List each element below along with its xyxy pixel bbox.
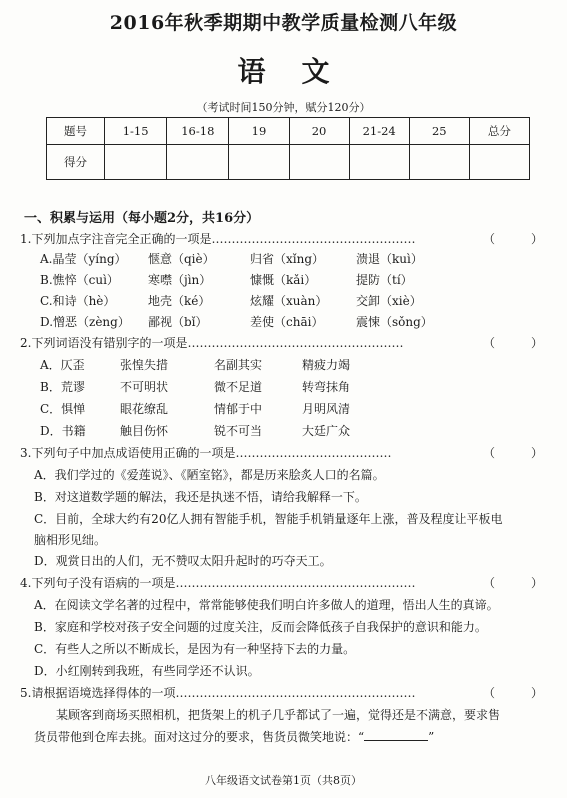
answer-blank[interactable]	[364, 730, 428, 741]
score-header-cell: 16-18	[167, 118, 229, 145]
score-table	[46, 117, 530, 180]
option-item: 锐不可当	[214, 424, 263, 438]
option-item: D.憎恶（zèng）	[40, 315, 130, 329]
q5-paragraph-line-2	[34, 728, 434, 745]
option-item: 寒噤（jìn）	[148, 273, 212, 287]
option-item: 名副其实	[214, 358, 263, 372]
option-item: A．仄歪	[40, 358, 85, 372]
q5-paragraph-end: ”	[428, 730, 435, 744]
q4-option-c: C．有些人之所以不断成长，是因为有一种坚持下去的力量。	[34, 642, 356, 656]
option-item: 溃退（kuì）	[356, 252, 423, 266]
score-header-cell: 1-15	[105, 118, 167, 145]
q5-paragraph-text: 货员带他到仓库去挑。面对这过分的要求，售货员微笑地说：“	[34, 730, 365, 744]
q4-option-a: A．在阅读文学名著的过程中，常常能够使我们明白许多做人的道理，悟出人生的真谛。	[34, 598, 499, 612]
option-item: B.憔悴（cuì）	[40, 273, 119, 287]
exam-title: 2016年秋季期期中教学质量检测八年级	[109, 12, 458, 34]
question-1-stem: 1.下列加点字注音完全正确的一项是……………………………………………	[20, 232, 416, 246]
option-item: 月明风清	[302, 402, 351, 416]
score-header-cell: 19	[229, 118, 289, 145]
question-3-stem: 3.下列句子中加点成语使用正确的一项是…………………………………	[20, 446, 392, 460]
q3-option-d: D．观赏日出的人们，无不赞叹太阳升起时的巧夺天工。	[34, 554, 332, 568]
exam-info: （考试时间150分钟，赋分120分）	[196, 101, 371, 114]
q3-option-a: A．我们学过的《爱莲说》、《陋室铭》，都是历来脍炙人口的名篇。	[34, 468, 385, 482]
q3-option-c: C．目前，全球大约有20亿人拥有智能手机，智能手机销量逐年上涨，普及程度让平板电	[34, 512, 503, 526]
subject-title: 语文	[237, 55, 366, 88]
option-item: 震悚（sǒng）	[356, 315, 433, 329]
score-cell[interactable]	[469, 145, 529, 180]
option-item: 差使（chāi）	[250, 315, 324, 329]
option-item: 惬意（qiè）	[148, 252, 215, 266]
question-5-stem: 5.请根据语境选择得体的一项……………………………………………………	[20, 686, 416, 700]
q3-option-c-cont: 脑相形见绌。	[34, 533, 107, 547]
option-item: 慷慨（kǎi）	[250, 273, 317, 287]
option-item: 情郁于中	[214, 402, 263, 416]
q3-option-b: B．对这道数学题的解法，我还是执迷不悟，请给我解释一下。	[34, 490, 367, 504]
answer-paren[interactable]: （ ）	[482, 576, 543, 590]
q4-option-b: B．家庭和学校对孩子安全问题的过度关注，反而会降低孩子自我保护的意识和能力。	[34, 620, 487, 634]
option-item: 触目伤怀	[120, 424, 169, 438]
option-item: 眼花缭乱	[120, 402, 169, 416]
score-header-cell: 题号	[47, 118, 105, 145]
question-4-stem: 4.下列句子没有语病的一项是……………………………………………………	[20, 576, 416, 590]
option-item: 鄙视（bǐ）	[148, 315, 208, 329]
score-cell[interactable]	[229, 145, 289, 180]
option-item: 炫耀（xuàn）	[250, 294, 328, 308]
option-item: 不可明状	[120, 380, 169, 394]
option-item: 微不足道	[214, 380, 263, 394]
score-header-cell: 21-24	[349, 118, 409, 145]
option-item: B．荒谬	[40, 380, 85, 394]
q5-paragraph-line-1: 某顾客到商场买照相机，把货架上的机子几乎都试了一遍，觉得还是不满意，要求售	[56, 708, 501, 722]
option-item: 转弯抹角	[302, 380, 351, 394]
score-cell[interactable]	[349, 145, 409, 180]
option-item: 归省（xǐng）	[250, 252, 325, 266]
option-item: 提防（tí）	[356, 273, 413, 287]
score-header-cell: 总分	[469, 118, 529, 145]
option-item: C．惧惮	[40, 402, 86, 416]
score-cell[interactable]	[289, 145, 349, 180]
page-footer: 八年级语文试卷第1页（共8页）	[205, 774, 362, 787]
score-cell[interactable]	[167, 145, 229, 180]
score-table-header-row	[47, 118, 530, 145]
option-item: 地壳（ké）	[148, 294, 211, 308]
option-item: A.晶莹（yíng）	[40, 252, 127, 266]
score-cell[interactable]	[409, 145, 469, 180]
score-header-cell: 20	[289, 118, 349, 145]
answer-paren[interactable]: （ ）	[482, 336, 543, 350]
option-item: 张惶失措	[120, 358, 169, 372]
section-heading: 一、积累与运用（每小题2分，共16分）	[24, 211, 260, 226]
option-item: 精疲力竭	[302, 358, 351, 372]
option-item: D．书籍	[40, 424, 86, 438]
score-header-cell: 25	[409, 118, 469, 145]
score-row-label: 得分	[47, 145, 105, 180]
option-item: 大廷广众	[302, 424, 351, 438]
score-cell[interactable]	[105, 145, 167, 180]
q4-option-d: D．小红刚转到我班，有些同学还不认识。	[34, 664, 260, 678]
question-2-stem: 2.下列词语没有错别字的一项是………………………………………………	[20, 336, 404, 350]
option-item: C.和诗（hè）	[40, 294, 116, 308]
answer-paren[interactable]: （ ）	[482, 446, 543, 460]
option-item: 交卸（xiè）	[356, 294, 422, 308]
answer-paren[interactable]: （ ）	[482, 232, 543, 246]
score-table-score-row	[47, 145, 530, 180]
answer-paren[interactable]: （ ）	[482, 686, 543, 700]
